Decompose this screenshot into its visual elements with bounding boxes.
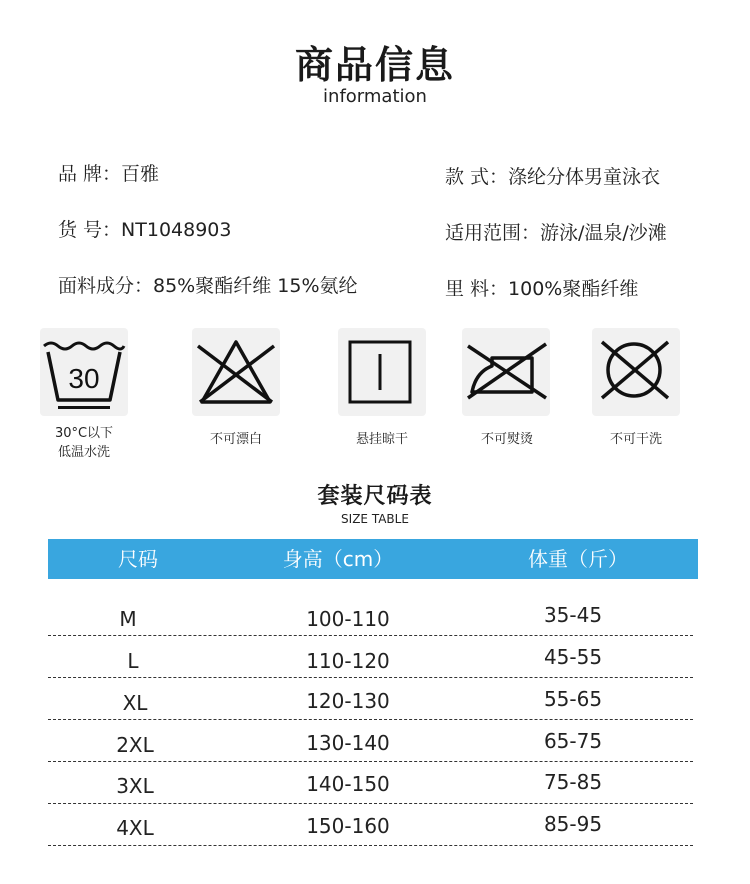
- page-subtitle: information: [323, 86, 427, 107]
- info-lining: 里 料：100%聚酯纤维: [445, 278, 639, 300]
- cell-size: 4XL: [116, 816, 154, 840]
- table-row: [48, 677, 693, 720]
- line-dry-icon: [338, 328, 426, 416]
- header-height: 身高（cm）: [282, 547, 394, 571]
- care-item-dryclean: [592, 328, 682, 416]
- cell-size: 2XL: [116, 733, 154, 757]
- cell-height: 120-130: [306, 689, 390, 713]
- header-size: 尺码: [118, 547, 158, 571]
- care-label-dry: 悬挂晾干: [355, 432, 408, 447]
- table-row: [48, 803, 693, 846]
- no-bleach-icon: [192, 328, 280, 416]
- page-title: 商品信息: [294, 43, 455, 87]
- info-item-no: 货 号：NT1048903: [58, 219, 232, 241]
- cell-size: XL: [122, 691, 148, 715]
- care-item-dry: [338, 328, 428, 416]
- care-item-wash: [40, 328, 130, 416]
- cell-weight: 85-95: [543, 812, 603, 836]
- size-table-title: 套装尺码表: [317, 484, 433, 509]
- cell-height: 100-110: [306, 607, 390, 631]
- wash-30-icon: [40, 328, 128, 416]
- care-item-bleach: [192, 328, 282, 416]
- care-label-bleach: 不可漂白: [209, 432, 262, 447]
- info-usage: 适用范围：游泳/温泉/沙滩: [445, 222, 667, 244]
- size-table-header: [48, 539, 698, 579]
- size-table-subtitle: SIZE TABLE: [341, 512, 409, 526]
- cell-size: M: [119, 607, 137, 631]
- table-row: [48, 593, 693, 636]
- care-label-iron: 不可熨烫: [480, 432, 533, 447]
- cell-height: 140-150: [306, 772, 390, 796]
- care-label-wash: 30°C以下 低温水洗: [54, 426, 114, 460]
- cell-weight: 75-85: [543, 770, 603, 794]
- care-label-dryclean: 不可干洗: [609, 432, 662, 447]
- cell-weight: 65-75: [543, 729, 603, 753]
- cell-weight: 35-45: [543, 603, 603, 627]
- no-dry-clean-icon: [592, 328, 680, 416]
- cell-height: 110-120: [306, 649, 390, 673]
- wash-temp-number: 30: [68, 363, 100, 394]
- no-iron-icon: [462, 328, 550, 416]
- cell-size: 3XL: [116, 774, 154, 798]
- cell-height: 130-140: [306, 731, 390, 755]
- table-row: [48, 635, 693, 678]
- table-row: [48, 719, 693, 762]
- cell-size: L: [127, 649, 139, 673]
- cell-weight: 45-55: [543, 645, 603, 669]
- care-item-iron: [462, 328, 552, 416]
- cell-height: 150-160: [306, 814, 390, 838]
- info-fabric: 面料成分：85%聚酯纤维 15%氨纶: [58, 275, 358, 297]
- info-brand: 品 牌：百雅: [58, 163, 160, 185]
- table-row: [48, 761, 693, 804]
- info-style: 款 式：涤纶分体男童泳衣: [445, 166, 661, 188]
- cell-weight: 55-65: [543, 687, 603, 711]
- header-weight: 体重（斤）: [528, 547, 628, 571]
